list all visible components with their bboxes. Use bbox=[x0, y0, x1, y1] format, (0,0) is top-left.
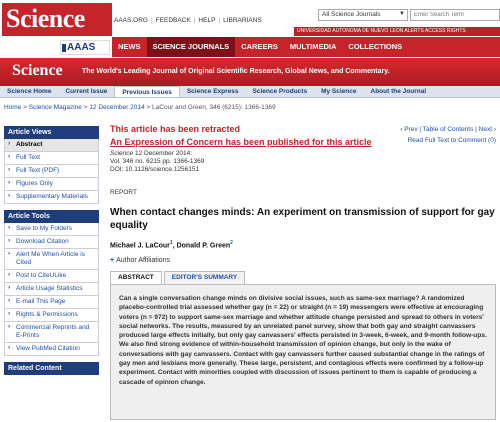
top-link-librarians[interactable]: LIBRARIANS bbox=[223, 17, 262, 24]
author-affiliations-toggle[interactable] bbox=[110, 257, 170, 264]
view-figures-only[interactable]: › Figures Only bbox=[5, 178, 98, 191]
view-supplementary[interactable]: › Supplementary Materials bbox=[5, 191, 98, 204]
nav-news[interactable]: NEWS bbox=[118, 42, 141, 51]
authors: Michael J. LaCour$^1$, Donald P. Green$^2$ bbox=[110, 240, 233, 250]
nav-multimedia[interactable]: MULTIMEDIA bbox=[289, 42, 337, 51]
breadcrumb-magazine[interactable]: Science Magazine bbox=[28, 104, 82, 111]
view-full-text-pdf[interactable]: › Full Text (PDF) bbox=[5, 165, 98, 178]
science-banner bbox=[0, 58, 500, 86]
tool-download-citation[interactable]: › Download Citation bbox=[5, 236, 98, 249]
science-logo[interactable] bbox=[2, 3, 112, 36]
article-tools-list bbox=[4, 223, 99, 356]
sub-nav bbox=[0, 86, 500, 98]
nav-collections[interactable]: COLLECTIONS bbox=[348, 42, 403, 51]
subnav-about[interactable]: About the Journal bbox=[370, 88, 427, 95]
aaas-logo[interactable] bbox=[60, 40, 110, 55]
nav-careers[interactable]: CAREERS bbox=[241, 42, 278, 51]
journal-select[interactable] bbox=[318, 9, 408, 21]
article-type: REPORT bbox=[110, 189, 137, 196]
breadcrumb-home[interactable]: Home bbox=[4, 104, 22, 111]
tool-citeulike[interactable]: › Post to CiteULike bbox=[5, 270, 98, 283]
author-lacour-sup[interactable]: 1 bbox=[169, 240, 173, 246]
tool-reprints[interactable]: › Commercial Reprints and E-Prints bbox=[5, 322, 98, 343]
abstract-tabs bbox=[110, 271, 247, 284]
article-title: When contact changes minds: An experiment on transmission of support for gay equality bbox=[110, 207, 495, 231]
banner-tagline: The World's Leading Journal of Original Scientific Research, Global News, and Commentary. bbox=[82, 68, 390, 75]
author-green-sup[interactable]: 2 bbox=[230, 240, 233, 246]
abstract-text: Can a single conversation change minds on divisive social issues, such as same-sex marriage? A randomized placebo-controlled trial assessed whether gay (n = 22) or straight (n = 19) messengers were effective at encouraging voters (n = 972) to support same-sex marriage and whether attitude change persisted and spread to others in voters' social networks. The results, measured by an unrelated panel survey, show that both gay and straight canvassers produced large effects initially, but only gay canvassers' effects persisted in 3-week, 6-week, and 9-month follow-ups. We also find strong evidence of within-household transmission of opinion change, but only in the wake of conversations with gay canvassers. Contact with gay canvassers further caused substantial change in the ratings of gay men and lesbians more generally. These large, persistent, and contagious effects were confirmed by a follow-up experiment. Contact with minorities coupled with discussion of issues pertinent to them is capable of producing a cascade of opinion change. bbox=[119, 295, 487, 386]
right-links bbox=[380, 126, 496, 148]
nav-science-journals[interactable]: SCIENCE JOURNALS bbox=[147, 37, 236, 57]
comment-link[interactable]: Read Full Text to Comment (0) bbox=[407, 137, 496, 144]
view-abstract[interactable]: › Abstract bbox=[5, 139, 98, 152]
top-links: AAAS.ORG | FEEDBACK | HELP | LIBRARIANS bbox=[114, 17, 262, 24]
subnav-previous-issues[interactable]: Previous Issues bbox=[114, 86, 180, 97]
subnav-science-express[interactable]: Science Express bbox=[186, 88, 239, 95]
expand-icon: + bbox=[110, 257, 115, 264]
tool-save-folders[interactable]: › Save to My Folders bbox=[5, 223, 98, 236]
article-tools-heading: Article Tools bbox=[4, 210, 99, 223]
subnav-science-products[interactable]: Science Products bbox=[252, 88, 308, 95]
aaas-mark-icon bbox=[62, 44, 66, 52]
article-views-list bbox=[4, 139, 99, 204]
subnav-my-science[interactable]: My Science bbox=[321, 88, 357, 95]
breadcrumb: Home > Science Magazine > 12 December 2014 > LaCour and Green, 346 (6215): 1366-1369 bbox=[4, 104, 276, 111]
doi: DOI: 10.1126/science.1256151 bbox=[110, 166, 200, 173]
banner-logo[interactable]: Science bbox=[12, 62, 63, 79]
article-views-heading: Article Views bbox=[4, 126, 99, 139]
tool-alert-cited[interactable]: › Alert Me When Article is Cited bbox=[5, 249, 98, 270]
left-sidebar bbox=[4, 126, 99, 375]
abstract-panel bbox=[110, 284, 496, 420]
author-lacour[interactable]: Michael J. LaCour bbox=[110, 242, 170, 250]
expression-of-concern-link[interactable]: An Expression of Concern has been published for this article bbox=[110, 137, 372, 147]
tool-pubmed[interactable]: › View PubMed Citation bbox=[5, 343, 98, 356]
tab-abstract[interactable]: ABSTRACT bbox=[110, 271, 162, 284]
toc-nav-links[interactable]: ‹ Prev | Table of Contents | Next › bbox=[400, 126, 496, 133]
view-full-text[interactable]: › Full Text bbox=[5, 152, 98, 165]
subnav-science-home[interactable]: Science Home bbox=[7, 88, 52, 95]
top-link-feedback[interactable]: FEEDBACK bbox=[155, 17, 191, 24]
breadcrumb-current: LaCour and Green, 346 (6215): 1366-1369 bbox=[152, 104, 276, 111]
institution-bar: UNIVERSIDAD AUTONOMA DE NUEVO LEON ALERTS ACCESS RIGHTS bbox=[294, 27, 500, 36]
citation-block bbox=[110, 150, 496, 174]
journal-name: Science bbox=[110, 150, 134, 157]
tool-email-page[interactable]: › E-mail This Page bbox=[5, 296, 98, 309]
author-green[interactable]: Donald P. Green bbox=[176, 242, 231, 250]
tool-rights[interactable]: › Rights & Permissions bbox=[5, 309, 98, 322]
author-affiliations-label: Author Affiliations bbox=[116, 257, 171, 264]
tool-usage-stats[interactable]: › Article Usage Statistics bbox=[5, 283, 98, 296]
science-logo-text: Science bbox=[6, 4, 85, 33]
top-link-help[interactable]: HELP bbox=[198, 17, 216, 24]
related-content-heading[interactable]: Related Content bbox=[4, 362, 99, 375]
retraction-notice[interactable]: This article has been retracted bbox=[110, 124, 241, 134]
volume-info: Vol. 346 no. 6215 pp. 1366-1369 bbox=[110, 158, 205, 165]
breadcrumb-issue[interactable]: 12 December 2014 bbox=[89, 104, 145, 111]
aaas-logo-text: AAAS bbox=[67, 42, 96, 53]
top-link-aaas[interactable]: AAAS.ORG bbox=[114, 17, 148, 24]
top-bar bbox=[0, 0, 500, 38]
main-nav bbox=[112, 37, 500, 57]
tab-editors-summary[interactable]: EDITOR'S SUMMARY bbox=[164, 271, 245, 284]
chevron-down-icon: ▼ bbox=[399, 11, 405, 17]
pub-date: 12 December 2014: bbox=[134, 150, 193, 157]
journal-select-value: All Science Journals bbox=[322, 11, 381, 18]
search-input[interactable] bbox=[410, 9, 500, 21]
subnav-current-issue[interactable]: Current Issue bbox=[65, 88, 108, 95]
